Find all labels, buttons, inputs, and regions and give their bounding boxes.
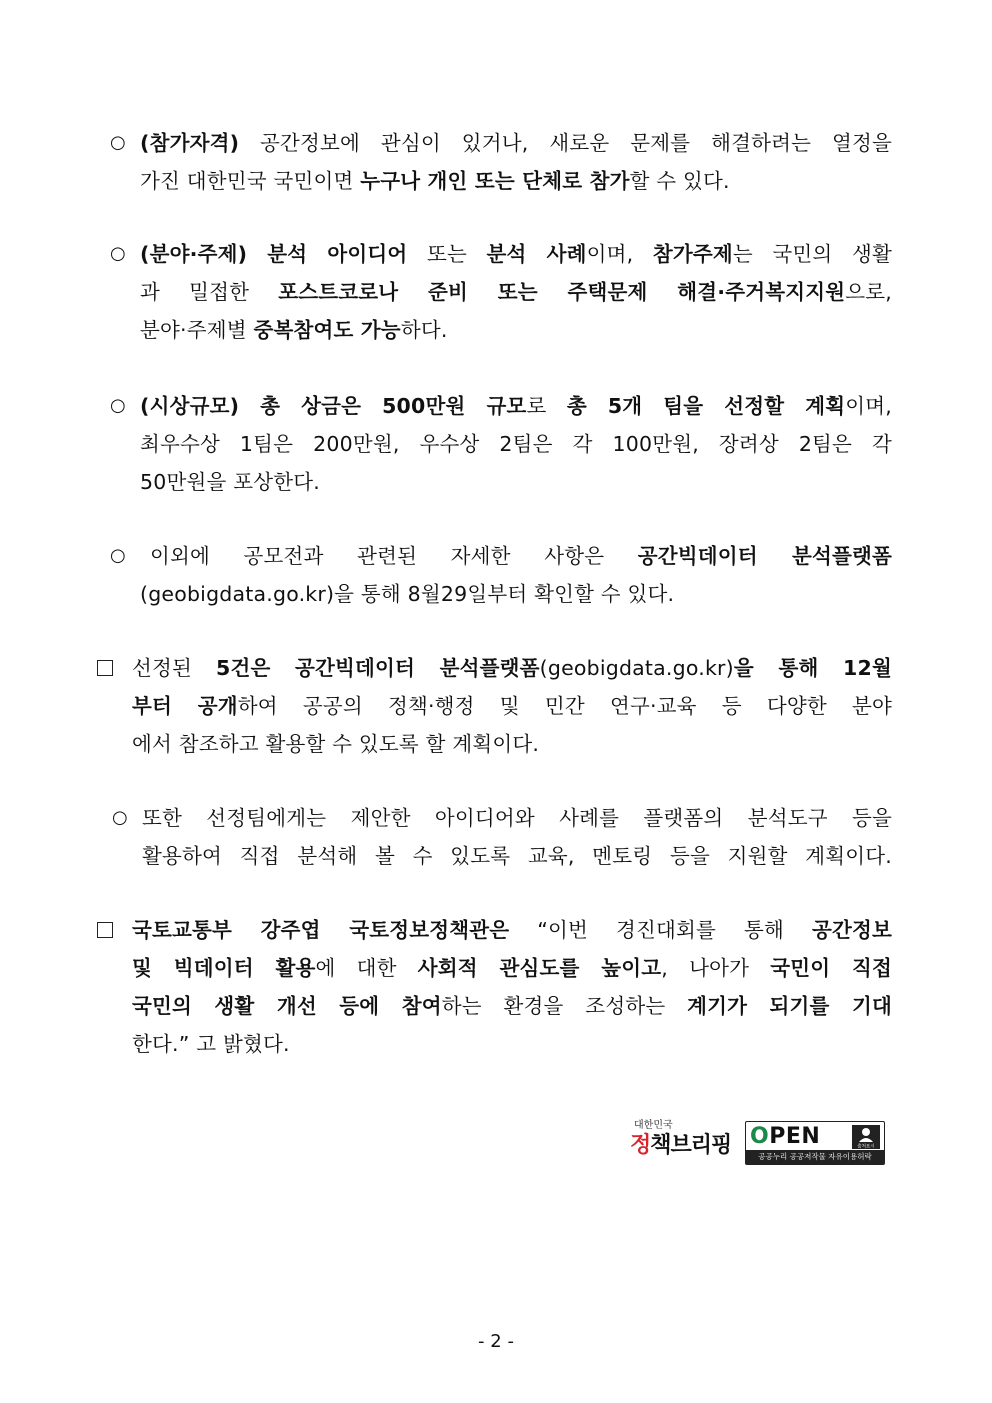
text-run: “이번 경진대회를 통해 (509, 918, 812, 942)
p7-line4 (132, 1029, 290, 1059)
text-run: 로 (526, 394, 567, 418)
text-run: 과 밀접한 (140, 280, 279, 304)
footer-logos (630, 1118, 890, 1168)
bold-text-run: 포스트코로나 준비 또는 주택문제 해결·주거복지지원 (278, 280, 846, 304)
policy-briefing-rest: 책브리핑 (650, 1133, 732, 1158)
text-run: 또는 (407, 242, 487, 266)
bold-text-run: 참가주제 (652, 242, 733, 266)
policy-briefing-small-text: 대한민국 (634, 1120, 673, 1131)
text-run: 또한 선정팀에게는 제안한 아이디어와 사례를 플랫폼의 분석도구 등을 (142, 806, 892, 830)
bullet-marker: ○ (110, 545, 126, 566)
policy-briefing-title (630, 1132, 731, 1160)
bold-text-run: 을 통해 12월 (733, 656, 892, 680)
bold-text-run: 5건은 공간빅데이터 분석플랫폼 (215, 656, 540, 680)
p6-line2 (142, 841, 892, 871)
p5-line2 (132, 691, 892, 721)
bold-text-run: 계기가 되기를 기대 (687, 994, 892, 1018)
p5-line1 (132, 653, 892, 683)
text-run: 할 수 있다. (629, 169, 730, 193)
square-bullet (97, 660, 113, 676)
p5-line3 (132, 729, 539, 759)
p3-line3 (140, 467, 320, 497)
p7-line2 (132, 953, 892, 983)
bold-text-run: 사회적 관심도를 높이고 (417, 956, 662, 980)
p6-line1 (142, 803, 892, 833)
open-o-icon: O (750, 1124, 770, 1149)
p3-line1 (140, 391, 892, 421)
p4-line2 (140, 579, 674, 609)
text-run: 에서 참조하고 활용할 수 있도록 할 계획이다. (132, 732, 540, 756)
square-bullet (97, 922, 113, 938)
text-run: 분야·주제별 (140, 318, 254, 342)
bullet-marker: ○ (110, 395, 126, 416)
p7-line1 (132, 915, 892, 945)
bold-text-run: 분석 사례 (486, 242, 587, 266)
bold-text-run: 및 빅데이터 활용 (132, 956, 316, 980)
text-run: (geobigdata.go.kr)을 통해 8월29일부터 확인할 수 있다. (140, 582, 675, 606)
svg-text:출처표시: 출처표시 (857, 1144, 875, 1149)
bold-text-run: 부터 공개 (132, 694, 238, 718)
p4-line1 (150, 541, 892, 571)
bold-text-run: 중복참여도 가능 (253, 318, 401, 342)
open-wordmark (750, 1124, 820, 1150)
text-run: 선정된 (132, 656, 216, 680)
text-run: 이며, (845, 394, 892, 418)
text-run: 이며, (586, 242, 653, 266)
p2-line1 (140, 239, 892, 269)
p1-line1 (140, 128, 892, 158)
p7-line3 (132, 991, 892, 1021)
bold-text-run: 국민이 직접 (770, 956, 892, 980)
bold-text-run: (시상규모) 총 상금은 500만원 규모 (140, 394, 527, 418)
text-run: (geobigdata.go.kr) (539, 656, 734, 680)
p2-line2 (140, 277, 892, 307)
attribution-user-icon (852, 1125, 880, 1149)
open-text: PEN (769, 1124, 821, 1149)
page-number: - 2 - (478, 1331, 514, 1352)
text-run: 하여 공공의 정책·행정 및 민간 연구·교육 등 다양한 분야 (237, 694, 892, 718)
text-run: 활용하여 직접 분석해 볼 수 있도록 교육, 멘토링 등을 지원할 계획이다. (142, 844, 892, 868)
text-run: 하는 환경을 조성하는 (441, 994, 688, 1018)
bold-text-run: (분야·주제) 분석 아이디어 (140, 242, 408, 266)
text-run: 는 국민의 생활 (732, 242, 892, 266)
p3-line2 (140, 429, 892, 459)
text-run: 이외에 공모전과 관련된 자세한 사항은 (150, 544, 638, 568)
bold-text-run: 누구나 개인 또는 단체로 참가 (360, 169, 630, 193)
text-run: 50만원을 포상한다. (140, 470, 320, 494)
bullet-marker: ○ (110, 243, 126, 264)
text-run: 으로, (845, 280, 892, 304)
text-run: 에 대한 (315, 956, 418, 980)
text-run: 공간정보에 관심이 있거나, 새로운 문제를 해결하려는 열정을 (239, 131, 892, 155)
p2-line3 (140, 315, 448, 345)
bold-text-run: 공간정보 (811, 918, 892, 942)
text-run: 하다. (400, 318, 448, 342)
p1-line2 (140, 166, 730, 196)
text-run: 최우수상 1팀은 200만원, 우수상 2팀은 각 100만원, 장려상 2팀은 각 (140, 432, 892, 456)
bullet-marker: ○ (110, 132, 126, 153)
kogl-footer-text: 공공누리 공공저작물 자유이용허락 (746, 1150, 884, 1164)
bullet-marker: ○ (112, 807, 128, 828)
bold-text-run: (참가자격) (140, 131, 240, 155)
bold-text-run: 공간빅데이터 분석플랫폼 (637, 544, 892, 568)
bold-text-run: 국민의 생활 개선 등에 참여 (132, 994, 442, 1018)
text-run: , 나아가 (661, 956, 771, 980)
text-run: 한다.” 고 밝혔다. (132, 1032, 290, 1056)
policy-briefing-red-char: 정 (630, 1133, 651, 1158)
user-icon (852, 1125, 880, 1149)
bold-text-run: 국토교통부 강주엽 국토정보정책관은 (132, 918, 510, 942)
text-run: 가진 대한민국 국민이면 (140, 169, 361, 193)
kogl-open-logo (745, 1121, 885, 1165)
bold-text-run: 총 5개 팀을 선정할 계획 (566, 394, 846, 418)
